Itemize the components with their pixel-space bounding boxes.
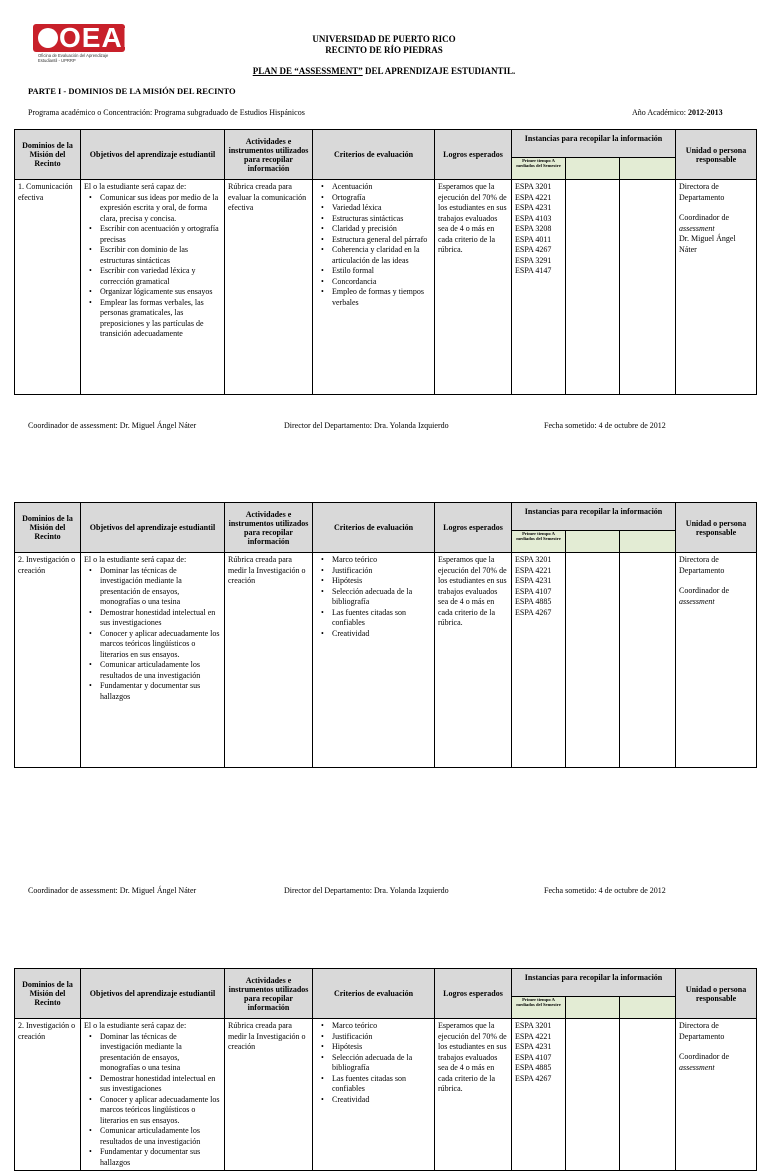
course-code: ESPA 4103 [515, 213, 552, 223]
header-logros: Logros esperados [435, 969, 512, 1019]
section-heading: PARTE I - DOMINIOS DE LA MISIÓN DEL RECINTO [28, 86, 236, 96]
header-instancias-sub: Primer tiempo A mediados del Semestre [512, 531, 566, 553]
responsable-line: assessment [679, 223, 715, 233]
cell-logros: Esperamos que la ejecución del 70% de los estudiantes en sus trabajos evaluados sea de 4 o más en cada criterio de la rúbrica. [435, 180, 512, 395]
campus-name: RECINTO DE RÍO PIEDRAS [325, 45, 443, 55]
criterio-item: • Marco teórico [316, 1021, 431, 1032]
criterio-item: • Justificación [316, 566, 431, 577]
plan-title-prefix: PLAN DE “ASSESSMENT” [252, 66, 363, 76]
assessment-table [14, 502, 757, 768]
cell-criterios [313, 180, 435, 395]
criterio-item: • Ortografía [316, 193, 431, 204]
header-instancias-empty [566, 531, 620, 553]
criterio-item: • Estilo formal [316, 266, 431, 277]
criterio-item: • Variedad léxica [316, 203, 431, 214]
objetivo-item: • Dominar las técnicas de investigación mediante la presentación de ensayos, monografías o una tesina [84, 1032, 221, 1074]
logo-text: OEAE [59, 22, 143, 53]
footer-coordinador: Coordinador de assessment: Dr. Miguel Ángel Náter [28, 886, 197, 895]
criterio-item: • Selección adecuada de la bibliografía [316, 587, 431, 608]
objetivos-intro: El o la estudiante será capaz de: [84, 182, 187, 191]
criterio-item: • Concordancia [316, 277, 431, 288]
cell-dominio: 1. Comunicación efectiva [15, 180, 81, 395]
cell-logros: Esperamos que la ejecución del 70% de los estudiantes en sus trabajos evaluados sea de 4 o más en cada criterio de la rúbrica. [435, 1019, 512, 1171]
header-criterios: Criterios de evaluación [313, 969, 435, 1019]
course-code: ESPA 4107 [515, 1052, 552, 1062]
table-row [15, 1019, 757, 1171]
responsable-line: Coordinador de [679, 1052, 730, 1061]
course-code: ESPA 4885 [515, 1063, 552, 1072]
objetivos-list [84, 566, 221, 703]
criterio-item: • Hipótesis [316, 576, 431, 587]
footer-fecha: Fecha sometido: 4 de octubre de 2012 [544, 886, 666, 895]
cell-dominio: 2. Investigación o creación [15, 1019, 81, 1171]
header-objetivos: Objetivos del aprendizaje estudiantil [81, 969, 225, 1019]
header-instancias: Instancias para recopilar la información [512, 503, 676, 531]
table-row [15, 180, 757, 395]
objetivo-item: • Conocer y aplicar adecuadamente los marcos teóricos lingüísticos o literarios en sus ensayos. [84, 629, 221, 661]
criterio-item: • Estructuras sintácticas [316, 214, 431, 225]
course-code: ESPA 4267 [515, 245, 552, 254]
cell-instancias-empty [620, 553, 676, 768]
header-instancias-empty [620, 158, 676, 180]
header-criterios: Criterios de evaluación [313, 130, 435, 180]
footer-coordinador: Coordinador de assessment: Dr. Miguel Ángel Náter [28, 421, 197, 430]
header-unidad: Unidad o persona responsable [676, 503, 757, 553]
course-code: ESPA 4267 [515, 607, 552, 617]
plan-title [0, 66, 768, 77]
cell-objetivos [81, 180, 225, 395]
responsable-line: Coordinador de [679, 586, 730, 595]
header-logros: Logros esperados [435, 503, 512, 553]
course-code: ESPA 3201 [515, 182, 552, 191]
cell-actividades: Rúbrica creada para evaluar la comunicación efectiva [225, 180, 313, 395]
criterio-item: • Acentuación [316, 182, 431, 193]
cell-objetivos [81, 553, 225, 768]
course-code: ESPA 4231 [515, 1042, 552, 1051]
cell-actividades: Rúbrica creada para medir la Investigación o creación [225, 553, 313, 768]
course-code: ESPA 4231 [515, 203, 552, 212]
criterio-item: • Las fuentes citadas son confiables [316, 1074, 431, 1095]
objetivo-item: • Fundamentar y documentar sus hallazgos [84, 681, 221, 702]
responsable-line: Coordinador de [679, 213, 730, 222]
header-unidad: Unidad o persona responsable [676, 969, 757, 1019]
objetivos-intro: El o la estudiante será capaz de: [84, 555, 187, 564]
header-criterios: Criterios de evaluación [313, 503, 435, 553]
responsable-line: assessment [679, 1062, 715, 1072]
course-code: ESPA 4231 [515, 576, 552, 585]
cell-actividades: Rúbrica creada para medir la Investigación o creación [225, 1019, 313, 1171]
objetivos-intro: El o la estudiante será capaz de: [84, 1021, 187, 1030]
objetivo-item: • Escribir con acentuación y ortografía precisas [84, 224, 221, 245]
assessment-table [14, 129, 757, 395]
criterios-list [316, 555, 431, 639]
cell-unidad [676, 180, 757, 395]
course-code: ESPA 3208 [515, 224, 552, 233]
cell-instancias [512, 553, 566, 768]
responsable-line: Directora de Departamento [679, 555, 725, 575]
cell-logros: Esperamos que la ejecución del 70% de los estudiantes en sus trabajos evaluados sea de 4 o más en cada criterio de la rúbrica. [435, 553, 512, 768]
cell-instancias [512, 180, 566, 395]
academic-year-value: 2012-2013 [687, 108, 723, 117]
cell-instancias-empty [566, 553, 620, 768]
header-actividades: Actividades e instrumentos utilizados para recopilar información [225, 130, 313, 180]
course-code: ESPA 4221 [515, 1031, 552, 1041]
criterio-item: • Empleo de formas y tiempos verbales [316, 287, 431, 308]
course-code: ESPA 4011 [515, 234, 552, 244]
header-instancias: Instancias para recopilar la información [512, 969, 676, 997]
criterios-list [316, 182, 431, 308]
logo-subtitle: Oficina de Evaluación del Aprendizaje Estudiantil - UPRRP [38, 53, 109, 63]
course-code: ESPA 3291 [515, 255, 552, 265]
objetivo-item: • Comunicar articuladamente los resultados de una investigación [84, 1126, 221, 1147]
cell-dominio: 2. Investigación o creación [15, 553, 81, 768]
criterio-item: • Claridad y precisión [316, 224, 431, 235]
criterio-item: • Marco teórico [316, 555, 431, 566]
objetivo-item: • Demostrar honestidad intelectual en sus investigaciones [84, 608, 221, 629]
responsable-line: Dr. Miguel Ángel Náter [679, 234, 736, 254]
objetivo-item: • Dominar las técnicas de investigación mediante la presentación de ensayos, monografías o una tesina [84, 566, 221, 608]
course-code: ESPA 4221 [515, 565, 552, 575]
header-dominios: Dominios de la Misión del Recinto [15, 969, 81, 1019]
responsable-line: Directora de Departamento [679, 182, 725, 202]
criterio-item: • Las fuentes citadas son confiables [316, 608, 431, 629]
header-instancias-sub: Primer tiempo A mediados del Semestre [512, 997, 566, 1019]
assessment-table [14, 968, 757, 1171]
criterio-item: • Selección adecuada de la bibliografía [316, 1053, 431, 1074]
criterios-list [316, 1021, 431, 1105]
objetivo-item: • Fundamentar y documentar sus hallazgos [84, 1147, 221, 1168]
cell-instancias-empty [566, 1019, 620, 1171]
footer-director: Director del Departamento: Dra. Yolanda Izquierdo [284, 886, 449, 895]
cell-criterios [313, 1019, 435, 1171]
course-code: ESPA 4221 [515, 192, 552, 202]
header-instancias-empty [620, 531, 676, 553]
objetivo-item: • Emplear las formas verbales, las personas gramaticales, las preposiciones y las partículas de transición adecuadamente [84, 298, 221, 340]
objetivos-list [84, 1032, 221, 1169]
header-actividades: Actividades e instrumentos utilizados para recopilar información [225, 969, 313, 1019]
table-row [15, 553, 757, 768]
criterio-item: • Hipótesis [316, 1042, 431, 1053]
responsable-line: Directora de Departamento [679, 1021, 725, 1041]
objetivo-item: • Organizar lógicamente sus ensayos [84, 287, 221, 298]
cell-unidad [676, 553, 757, 768]
cell-objetivos [81, 1019, 225, 1171]
header-objetivos: Objetivos del aprendizaje estudiantil [81, 503, 225, 553]
header-instancias: Instancias para recopilar la información [512, 130, 676, 158]
objetivo-item: • Escribir con dominio de las estructuras sintácticas [84, 245, 221, 266]
criterio-item: • Estructura general del párrafo [316, 235, 431, 246]
document-header [0, 34, 768, 56]
footer-director: Director del Departamento: Dra. Yolanda Izquierdo [284, 421, 449, 430]
objetivo-item: • Escribir con variedad léxica y corrección gramatical [84, 266, 221, 287]
cell-instancias [512, 1019, 566, 1171]
academic-year [632, 108, 723, 118]
plan-title-suffix: DEL APRENDIZAJE ESTUDIANTIL. [362, 66, 516, 76]
criterio-item: • Coherencia y claridad en la articulación de las ideas [316, 245, 431, 266]
cell-instancias-empty [620, 1019, 676, 1171]
header-actividades: Actividades e instrumentos utilizados para recopilar información [225, 503, 313, 553]
criterio-item: • Creatividad [316, 1095, 431, 1106]
objetivo-item: • Conocer y aplicar adecuadamente los marcos teóricos lingüísticos o literarios en sus ensayos. [84, 1095, 221, 1127]
course-code: ESPA 4885 [515, 597, 552, 606]
cell-unidad [676, 1019, 757, 1171]
header-instancias-empty [566, 158, 620, 180]
course-code: ESPA 4147 [515, 266, 552, 275]
header-instancias-empty [566, 997, 620, 1019]
header-unidad: Unidad o persona responsable [676, 130, 757, 180]
program-line: Programa académico o Concentración: Programa subgraduado de Estudios Hispánicos [28, 108, 305, 117]
criterio-item: • Justificación [316, 1032, 431, 1043]
criterio-item: • Creatividad [316, 629, 431, 640]
objetivo-item: • Comunicar articuladamente los resultados de una investigación [84, 660, 221, 681]
cell-instancias-empty [620, 180, 676, 395]
header-objetivos: Objetivos del aprendizaje estudiantil [81, 130, 225, 180]
course-code: ESPA 3201 [515, 1021, 552, 1030]
header-dominios: Dominios de la Misión del Recinto [15, 503, 81, 553]
course-code: ESPA 4107 [515, 586, 552, 596]
course-code: ESPA 3201 [515, 555, 552, 564]
academic-year-label: Año Académico: [632, 108, 688, 117]
cell-criterios [313, 553, 435, 768]
header-logros: Logros esperados [435, 130, 512, 180]
header-instancias-empty [620, 997, 676, 1019]
header-instancias-sub: Primer tiempo A mediados del Semestre [512, 158, 566, 180]
course-code: ESPA 4267 [515, 1073, 552, 1083]
footer-fecha: Fecha sometido: 4 de octubre de 2012 [544, 421, 666, 430]
objetivos-list [84, 193, 221, 340]
objetivo-item: • Demostrar honestidad intelectual en sus investigaciones [84, 1074, 221, 1095]
header-dominios: Dominios de la Misión del Recinto [15, 130, 81, 180]
university-name: UNIVERSIDAD DE PUERTO RICO [312, 34, 456, 44]
cell-instancias-empty [566, 180, 620, 395]
responsable-line: assessment [679, 596, 715, 606]
objetivo-item: • Comunicar sus ideas por medio de la expresión escrita y oral, de forma clara, precisa y concisa. [84, 193, 221, 225]
